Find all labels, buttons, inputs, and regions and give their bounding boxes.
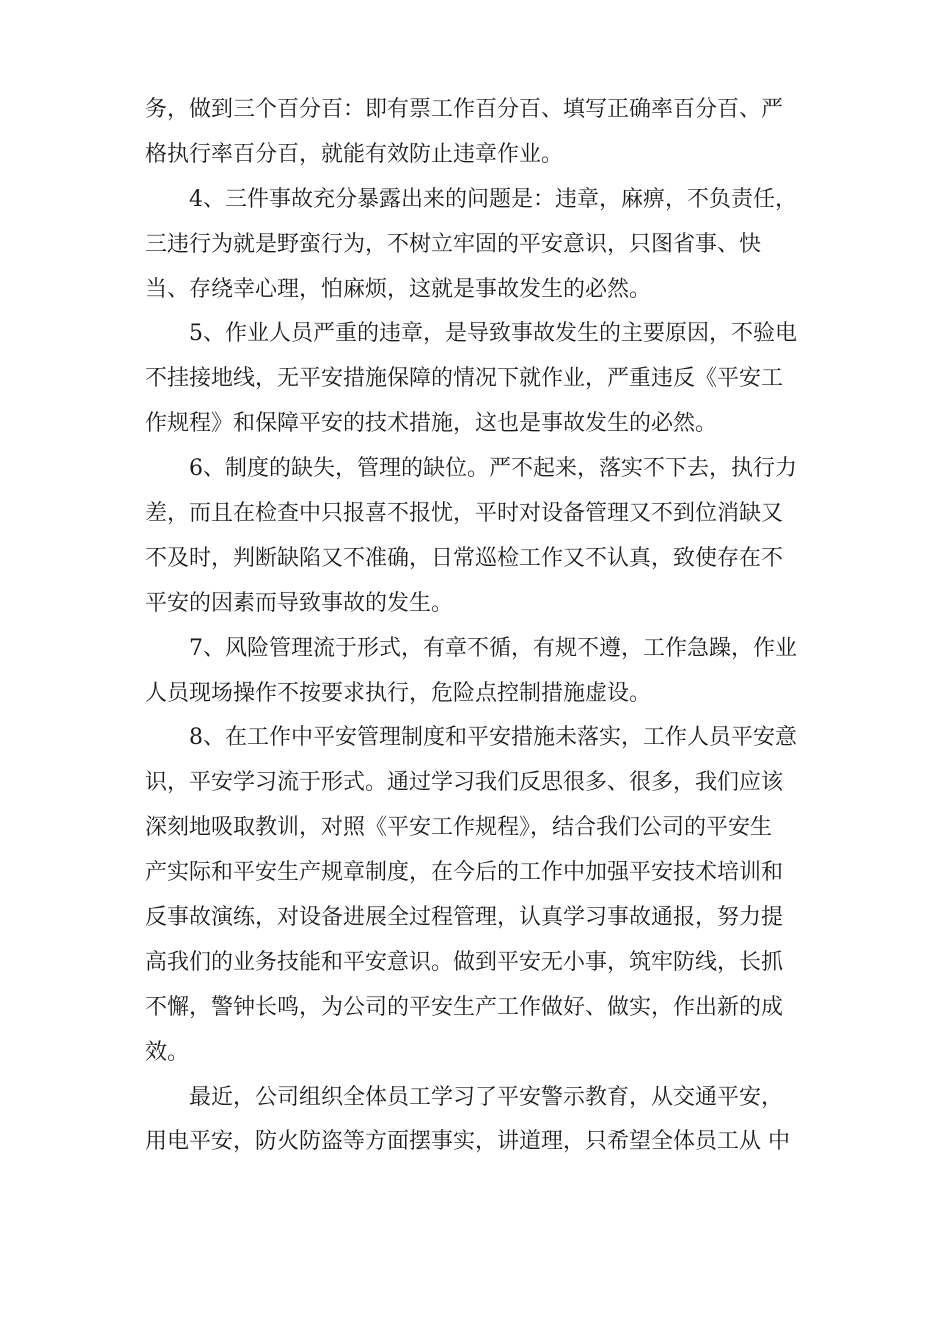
- text-line: 人员现场操作不按要求执行，危险点控制措施虚设。: [145, 680, 652, 706]
- text-line: 8、在工作中平安管理制度和平安措施未落实，工作人员平安意: [189, 725, 797, 751]
- text-line: 不挂接地线，无平安措施保障的情况下就作业，严重违反《平安工: [145, 366, 784, 392]
- document-body: [145, 88, 810, 1165]
- text-line: 反事故演练，对设备进展全过程管理，认真学习事故通报，努力提: [145, 905, 784, 931]
- text-line: 平安的因素而导致事故的发生。: [145, 590, 454, 616]
- text-line: 不懈，警钟长鸣，为公司的平安生产工作做好、做实，作出新的成: [145, 994, 784, 1020]
- text-line: 6、制度的缺失，管理的缺位。严不起来，落实不下去，执行力: [189, 456, 797, 482]
- text-line: 识，平安学习流于形式。通过学习我们反思很多、很多，我们应该: [145, 770, 784, 796]
- text-line: 7、风险管理流于形式，有章不循，有规不遵，工作急躁，作业: [189, 635, 797, 661]
- text-line: 不及时，判断缺陷又不准确，日常巡检工作又不认真，致使存在不: [145, 545, 784, 571]
- text-line: 差，而且在检查中只报喜不报忧，平时对设备管理又不到位消缺又: [145, 501, 784, 527]
- text-line: 5、作业人员严重的违章，是导致事故发生的主要原因，不验电: [189, 321, 797, 347]
- text-line: 4、三件事故充分暴露出来的问题是：违章，麻痹，不负责任，: [189, 186, 797, 212]
- text-line: 作规程》和保障平安的技术措施，这也是事故发生的必然。: [145, 411, 718, 437]
- text-line: 用电平安，防火防盗等方面摆事实，讲道理，只希望全体员工从 中: [145, 1129, 790, 1155]
- text-line: 效。: [145, 1039, 190, 1065]
- text-line: 务，做到三个百分百：即有票工作百分百、填写正确率百分百、严: [145, 97, 784, 122]
- text-line: 产实际和平安生产规章制度，在今后的工作中加强平安技术培训和: [145, 860, 784, 886]
- text-line: 最近，公司组织全体员工学习了平安警示教育，从交通平安，: [189, 1084, 784, 1110]
- text-line: 当、存绕幸心理，怕麻烦，这就是事故发生的必然。: [145, 276, 652, 302]
- text-line: 格执行率百分百，就能有效防止违章作业。: [145, 141, 564, 167]
- text-line: 深刻地吸取教训，对照《平安工作规程》，结合我们公司的平安生: [145, 815, 773, 841]
- text-line: 高我们的业务技能和平安意识。做到平安无小事，筑牢防线，长抓: [145, 949, 784, 975]
- text-line: 三违行为就是野蛮行为，不树立牢固的平安意识，只图省事、快: [145, 231, 762, 257]
